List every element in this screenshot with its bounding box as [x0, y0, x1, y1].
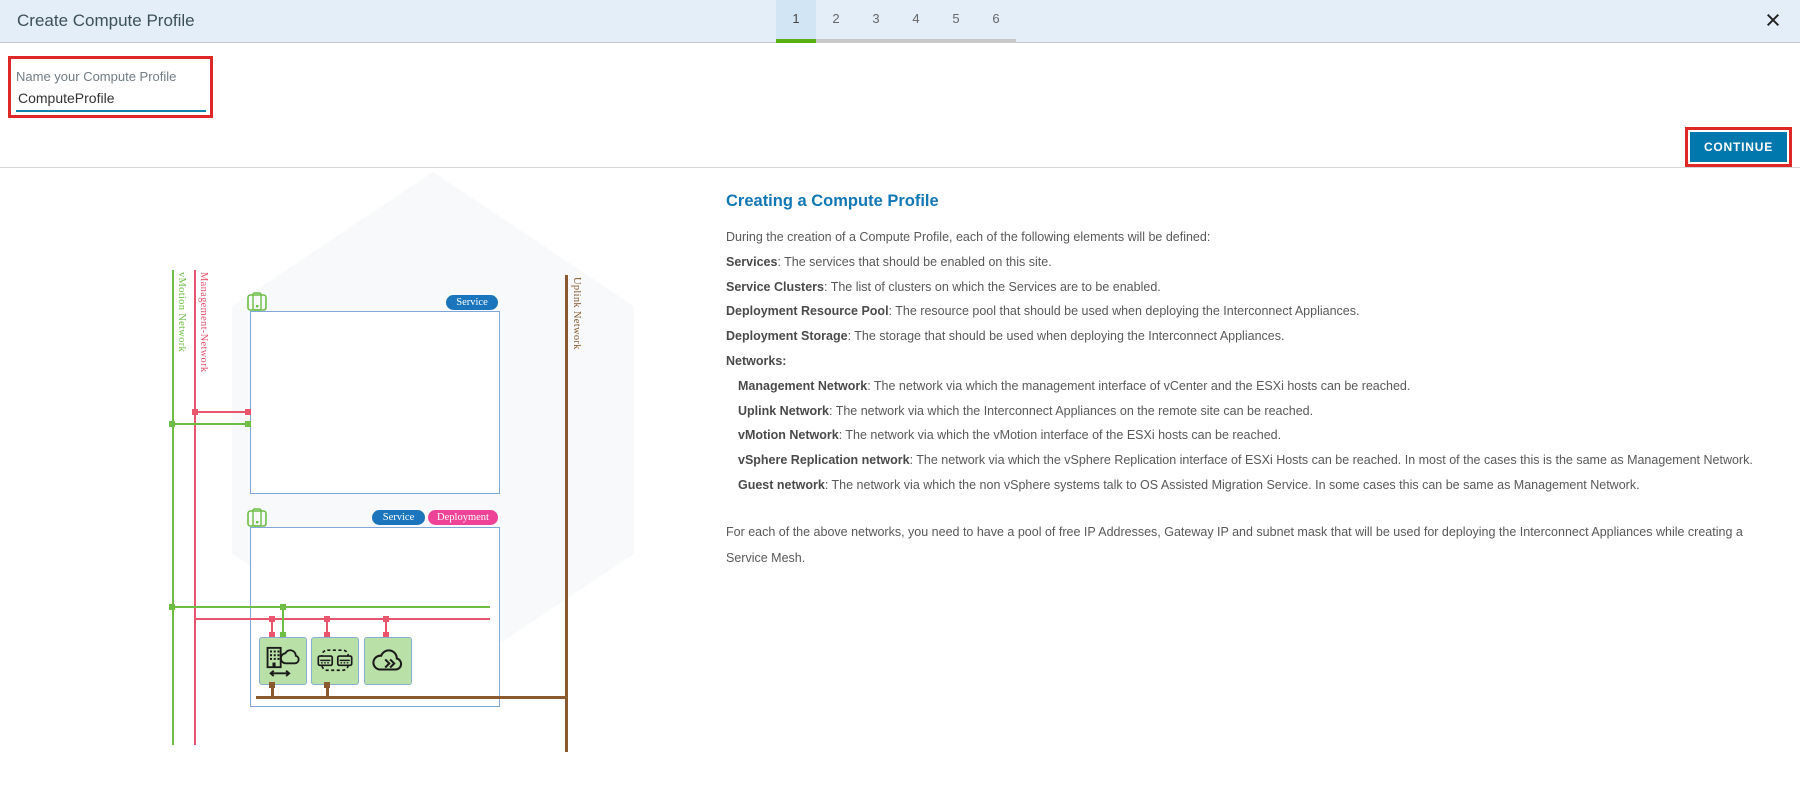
connector-node: [324, 682, 330, 688]
service-badge: Service: [446, 295, 498, 310]
info-item: Networks:: [726, 353, 787, 368]
connector-node: [169, 421, 175, 427]
wizard-step-5[interactable]: 5: [936, 0, 976, 43]
connector-node: [245, 421, 251, 427]
info-footer: For each of the above networks, you need to have a pool of free IP Addresses, Gateway IP and subnet mask that will be used for deploying the Interconnect Appliances while creating a Service Mesh.: [726, 524, 1743, 565]
page-title: Create Compute Profile: [17, 11, 195, 30]
info-item: Management Network: The network via which the management interface of vCenter and the ESXi hosts can be reached.: [738, 378, 1411, 393]
interconnect-appliance-icon: [259, 637, 307, 685]
management-network-line: [194, 270, 196, 745]
annotation-box-name-field: [8, 56, 213, 118]
connector-node: [383, 616, 389, 622]
dialog-header: [0, 0, 1800, 43]
wizard-step-4[interactable]: 4: [896, 0, 936, 43]
compute-profile-name-label: Name your Compute Profile: [16, 69, 177, 84]
info-item: vSphere Replication network: The network via which the vSphere Replication interface of ESXi Hosts can be reached. In most of the cases this is the same as Management Network.: [738, 453, 1753, 468]
vmotion-network-line: [172, 270, 174, 745]
annotation-box-continue: [1685, 127, 1792, 167]
deployment-badge: Deployment: [428, 510, 498, 525]
wizard-step-bar: [776, 0, 1016, 43]
connector-node: [324, 616, 330, 622]
service-cluster-box: [250, 311, 500, 494]
uplink-network-label: Uplink Network: [571, 277, 582, 350]
uplink-bus-line: [256, 696, 567, 699]
cluster-icon: [246, 508, 268, 528]
wizard-step-3[interactable]: 3: [856, 0, 896, 43]
vmotion-network-label: vMotion Network: [176, 272, 187, 353]
vmotion-connector-line: [172, 423, 250, 425]
info-item: vMotion Network: The network via which the vMotion interface of the ESXi hosts can be reached.: [738, 428, 1282, 443]
wizard-step-1[interactable]: 1: [776, 0, 816, 43]
wan-optimization-appliance-icon: [364, 637, 412, 685]
wizard-step-6[interactable]: 6: [976, 0, 1016, 43]
info-item: Deployment Storage: The storage that should be used when deploying the Interconnect Appliances.: [726, 329, 1285, 344]
info-item: Uplink Network: The network via which the Interconnect Appliances on the remote site can be reached.: [738, 403, 1314, 418]
wizard-step-2[interactable]: 2: [816, 0, 856, 43]
section-divider: [0, 167, 1800, 168]
continue-button[interactable]: CONTINUE: [1690, 132, 1787, 162]
connector-node: [269, 682, 275, 688]
close-icon[interactable]: ×: [1765, 5, 1781, 35]
info-item: Services: The services that should be enabled on this site.: [726, 254, 1052, 269]
connector-node: [169, 604, 175, 610]
management-bus-line: [194, 618, 490, 620]
info-intro: During the creation of a Compute Profile, each of the following elements will be defined:: [726, 230, 1211, 244]
info-item: Guest network: The network via which the non vSphere systems talk to OS Assisted Migration Service. In some cases this can be same as Management Network.: [738, 477, 1640, 492]
info-item: Service Clusters: The list of clusters on which the Services are to be enabled.: [726, 279, 1161, 294]
info-panel: [726, 192, 1784, 571]
info-item: Deployment Resource Pool: The resource pool that should be used when deploying the Interconnect Appliances.: [726, 304, 1360, 319]
uplink-network-line: [565, 275, 568, 752]
vmotion-bus-line: [172, 606, 490, 608]
connector-node: [245, 409, 251, 415]
connector-node: [192, 409, 198, 415]
connector-node: [269, 616, 275, 622]
management-network-label: Management-Network: [198, 272, 209, 373]
service-badge: Service: [372, 510, 425, 525]
management-connector-line: [195, 411, 250, 413]
network-extension-appliance-icon: [311, 637, 359, 685]
info-heading: Creating a Compute Profile: [726, 192, 939, 210]
cluster-icon: [246, 292, 268, 312]
